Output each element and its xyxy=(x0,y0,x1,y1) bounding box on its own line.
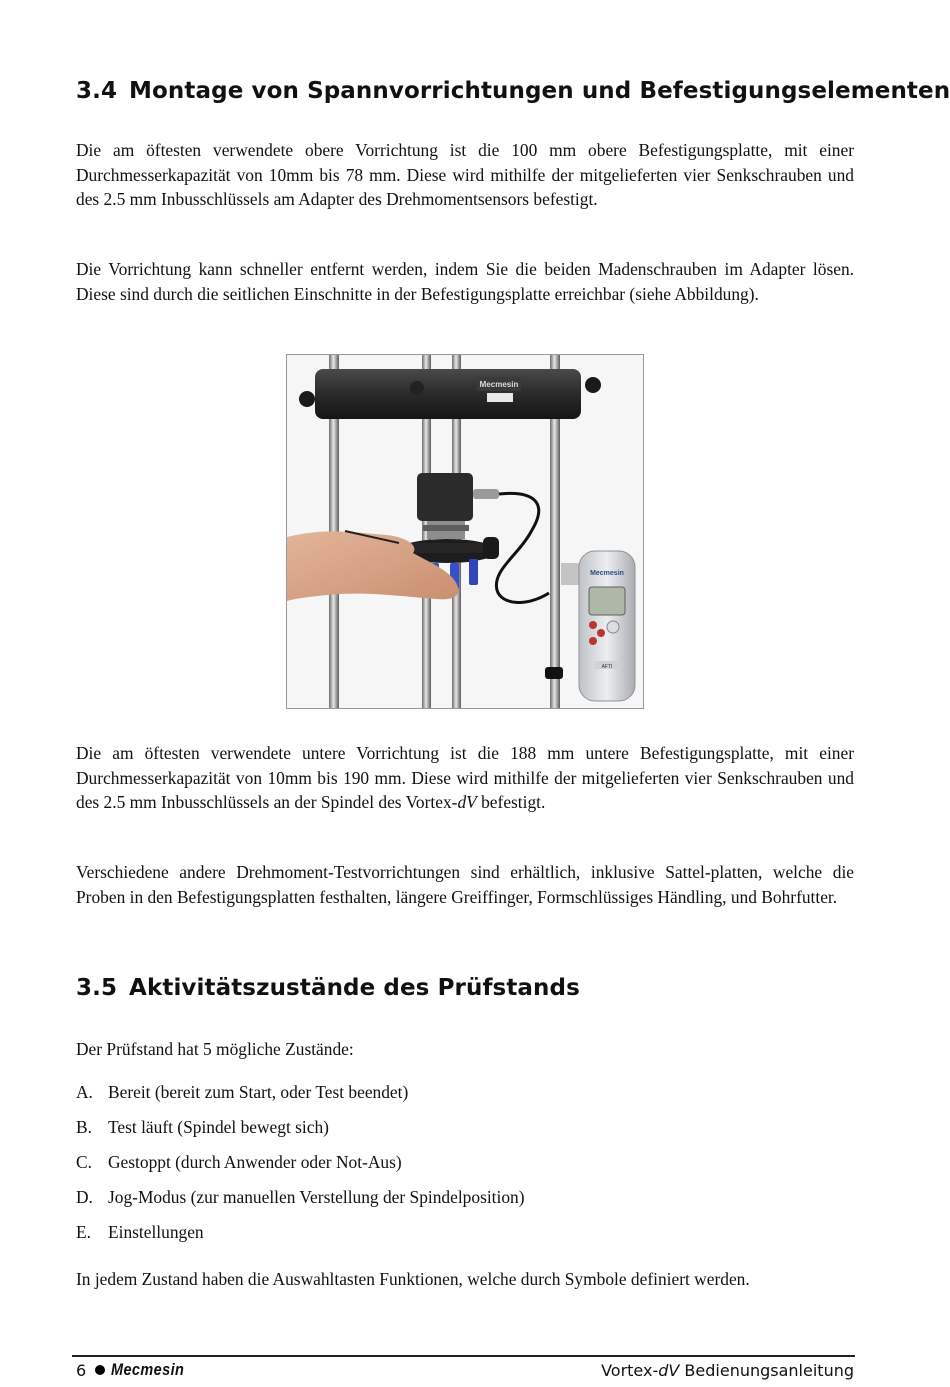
states-list xyxy=(76,1080,854,1255)
list-item: A. Bereit (bereit zum Start, oder Test beendet) xyxy=(76,1082,409,1102)
gauge-model-text: AFTI xyxy=(601,664,613,670)
footer-title: Vortex-dV Bedienungsanleitung xyxy=(601,1361,854,1380)
list-item: B. Test läuft (Spindel bewegt sich) xyxy=(76,1117,329,1137)
sensor-connector xyxy=(473,489,499,499)
footer-left xyxy=(76,1360,197,1380)
section-number: 3.5 xyxy=(76,975,118,1001)
gauge-button xyxy=(597,629,605,637)
paragraph-removal: Die Vorrichtung kann schneller entfernt werden, indem Sie die beiden Madenschrauben im Adapter lösen. Diese sind durch die seitlichen Einschnitte in der Befestigungsplatte erreichbar (siehe Abbildung). xyxy=(76,259,854,304)
beam-knob xyxy=(299,391,315,407)
blue-pin xyxy=(469,559,478,585)
section-title: Aktivitätszustände des Prüfstands xyxy=(129,975,580,1001)
section-heading-3-5 xyxy=(76,975,580,1001)
paragraph-upper-fixture: Die am öftesten verwendete obere Vorrichtung ist die 100 mm obere Befestigungsplatte, mit einer Durchmesserkapazität von 10mm bis 78 mm. Diese wird mithilfe der mitgelieferten vier Senkschrauben und des 2.5 mm Inbusschlüssels am Adapter des Drehmomentsensors befestigt. xyxy=(76,140,854,209)
gauge-brand-text: Mecmesin xyxy=(590,570,624,577)
paragraph-closing: In jedem Zustand haben die Auswahltasten Funktionen, welche durch Symbole definiert werden. xyxy=(76,1269,750,1289)
gauge-button xyxy=(607,621,619,633)
footer-brand: Mecmesin xyxy=(111,1360,185,1379)
beam-label-sticker xyxy=(487,393,513,402)
paragraph-lower-fixture: Die am öftesten verwendete untere Vorrichtung ist die 188 mm untere Befestigungsplatte, mit einer Durchmesserkapazität von 10mm bis 190 mm. Diese wird mithilfe der mitgelieferten vier Senkschrauben und des 2.5 mm Inbusschlüssels an der Spindel des Vortex-dV befestigt. xyxy=(76,743,854,812)
paragraph-other-fixtures: Verschiedene andere Drehmoment-Testvorrichtungen sind erhältlich, inklusive Sattel-platten, welche die Proben in den Befestigungsplatten festhalten, längere Greiffinger, Formschlüssiges Händling, und Bohrfutter. xyxy=(76,862,854,907)
plate-handle xyxy=(483,537,499,559)
adapter-ring xyxy=(423,525,469,531)
fixture-illustration xyxy=(287,355,643,708)
gauge-button xyxy=(589,621,597,629)
footer-divider xyxy=(72,1355,855,1357)
beam-brand-text: Mecmesin xyxy=(479,380,519,389)
crossbeam xyxy=(315,369,581,419)
section-title: Montage von Spannvorrichtungen und Befestigungselementen xyxy=(129,78,950,104)
gauge-button xyxy=(589,637,597,645)
cable-clip xyxy=(545,667,563,679)
list-item: D. Jog-Modus (zur manuellen Verstellung der Spindelposition) xyxy=(76,1187,525,1207)
paragraph-states-intro: Der Prüfstand hat 5 mögliche Zustände: xyxy=(76,1039,354,1059)
torque-sensor xyxy=(417,473,473,521)
gauge-display xyxy=(589,587,625,615)
bullet-icon xyxy=(95,1365,105,1375)
fixture-photo xyxy=(286,354,644,709)
list-item: E. Einstellungen xyxy=(76,1222,204,1242)
page-number: 6 xyxy=(76,1360,87,1380)
section-number: 3.4 xyxy=(76,78,118,104)
beam-knob xyxy=(585,377,601,393)
list-item: C. Gestoppt (durch Anwender oder Not-Aus) xyxy=(76,1152,402,1172)
section-heading-3-4 xyxy=(76,78,950,104)
beam-knob xyxy=(410,381,424,395)
